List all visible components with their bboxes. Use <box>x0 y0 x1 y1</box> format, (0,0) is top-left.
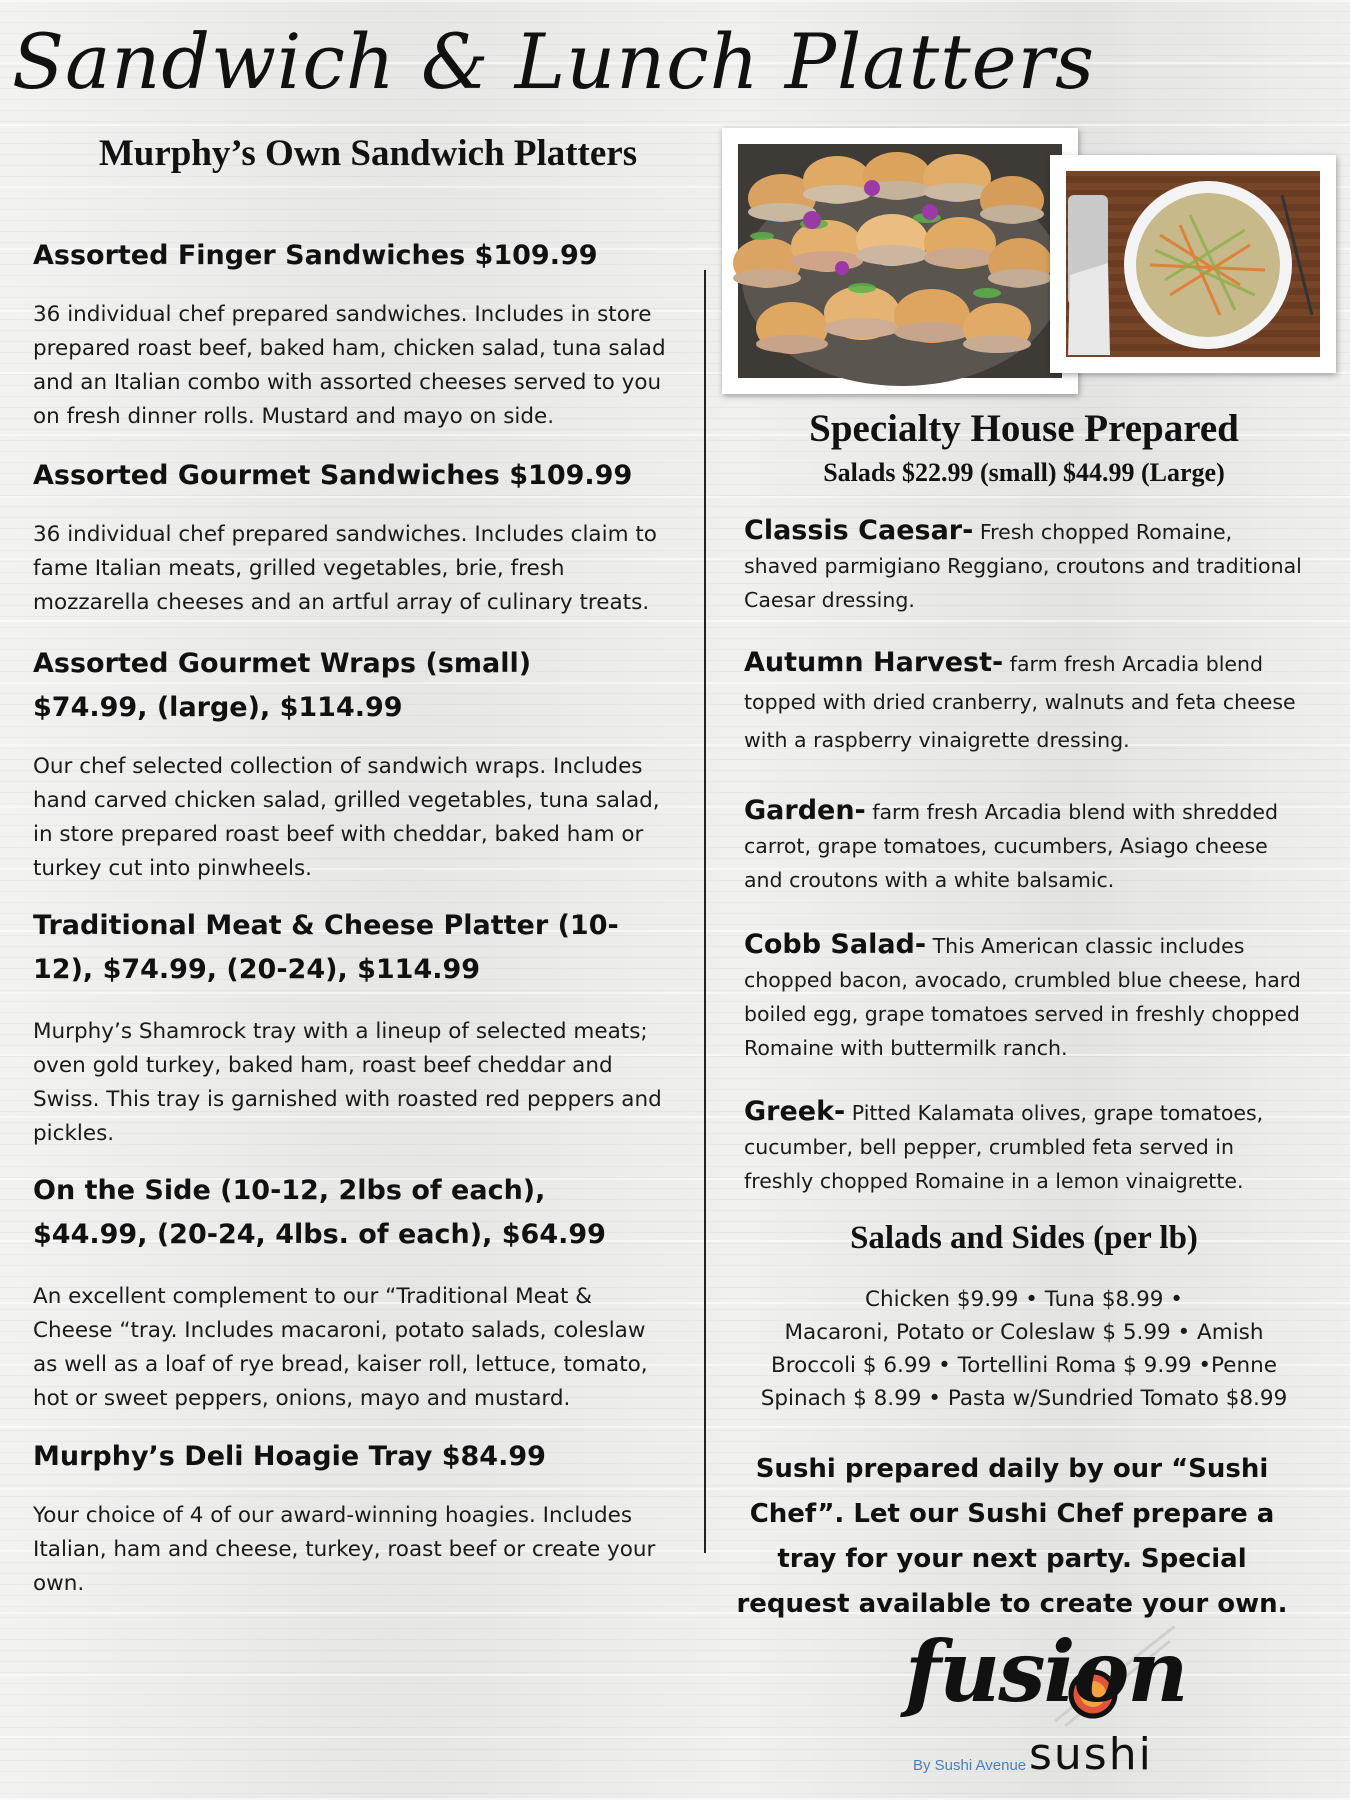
item-desc-finger-sandwiches: 36 individual chef prepared sandwiches. Includes in store prepared roast beef, baked ham, chicken salad, tuna salad and an Italian combo with assorted cheeses served to you on fresh dinner rolls. Mustard and mayo on side. <box>33 302 666 429</box>
salad-name: Greek- <box>744 1096 846 1127</box>
page-title: Sandwich & Lunch Platters <box>12 17 1095 106</box>
item-title-finger-sandwiches: Assorted Finger Sandwiches $109.99 <box>33 240 598 271</box>
salad-name: Garden- <box>744 795 866 826</box>
fusion-sushi-logo <box>905 1622 1187 1791</box>
sushi-note: Sushi prepared daily by our “Sushi Chef”. Let our Sushi Chef prepare a tray for your next party. Special request available to create your own. <box>736 1454 1288 1619</box>
item-desc-gourmet-wraps: Our chef selected collection of sandwich wraps. Includes hand carved chicken salad, grilled vegetables, tuna salad, in store prepared roast beef with cheddar, baked ham or turkey cut into pinwheels. <box>33 754 660 881</box>
item-desc-on-the-side: An excellent complement to our “Traditional Meat & Cheese “tray. Includes macaroni, potato salads, coleslaw as well as a loaf of rye bread, kaiser roll, lettuce, tomato, hot or sweet peppers, onions, mayo and mustard. <box>33 1284 648 1411</box>
salad-name: Classis Caesar- <box>744 515 974 546</box>
sandwich-platter-photo <box>722 128 1078 394</box>
salad-desc: This American classic includes chopped bacon, avocado, crumbled blue cheese, hard boiled egg, grape tomatoes served in freshly chopped Romaine with buttermilk ranch. <box>744 934 1301 1060</box>
salad-desc: Fresh chopped Romaine, shaved parmigiano Reggiano, croutons and traditional Caesar dressing. <box>744 520 1302 612</box>
item-title-gourmet-sandwiches: Assorted Gourmet Sandwiches $109.99 <box>33 460 633 491</box>
salad-name: Autumn Harvest- <box>744 647 1004 678</box>
item-desc-gourmet-sandwiches: 36 individual chef prepared sandwiches. Includes claim to fame Italian meats, grilled vegetables, brie, fresh mozzarella cheeses and an artful array of culinary treats. <box>33 522 657 615</box>
salad-bowl-photo <box>1050 155 1336 373</box>
item-title-on-the-side: On the Side (10-12, 2lbs of each), $44.99, (20-24, 4lbs. of each), $64.99 <box>33 1175 606 1250</box>
item-desc-meat-cheese-platter: Murphy’s Shamrock tray with a lineup of selected meats; oven gold turkey, baked ham, roast beef cheddar and Swiss. This tray is garnished with roasted red peppers and pickles. <box>33 1019 662 1146</box>
sides-line: Spinach $ 8.99 • Pasta w/Sundried Tomato $8.99 <box>760 1386 1288 1411</box>
salad-item-greek <box>744 1095 1309 1198</box>
logo-tagline: By Sushi Avenue <box>913 1757 1027 1774</box>
sandwich-platters-heading: Murphy’s Own Sandwich Platters <box>98 133 638 174</box>
salads-sides-heading: Salads and Sides (per lb) <box>850 1220 1198 1256</box>
column-divider <box>704 270 706 1553</box>
logo-wordmark: fusion <box>905 1622 1187 1721</box>
salad-desc: Pitted Kalamata olives, grape tomatoes, cucumber, bell pepper, crumbled feta served in freshly chopped Romaine in a lemon vinaigrette. <box>744 1101 1264 1193</box>
item-desc-hoagie-tray: Your choice of 4 of our award-winning hoagies. Includes Italian, ham and cheese, turkey, roast beef or create your own. <box>33 1503 656 1596</box>
salad-item-garden <box>744 794 1309 897</box>
sides-line: Macaroni, Potato or Coleslaw $ 5.99 • Amish <box>784 1320 1264 1345</box>
logo-subword: sushi <box>1029 1729 1153 1780</box>
salads-sides-prices <box>744 1283 1304 1415</box>
specialty-salads-heading: Specialty House Prepared <box>809 407 1239 450</box>
sides-line: Broccoli $ 6.99 • Tortellini Roma $ 9.99 •Penne <box>771 1353 1277 1378</box>
specialty-salads-prices: Salads $22.99 (small) $44.99 (Large) <box>823 458 1225 487</box>
sides-line: Chicken $9.99 • Tuna $8.99 • <box>865 1287 1183 1312</box>
salad-desc: farm fresh Arcadia blend with shredded carrot, grape tomatoes, cucumbers, Asiago cheese and croutons with a white balsamic. <box>744 800 1278 892</box>
salad-item-cobb <box>744 928 1309 1065</box>
item-title-meat-cheese-platter: Traditional Meat & Cheese Platter (10-12), $74.99, (20-24), $114.99 <box>33 910 619 985</box>
salad-desc: farm fresh Arcadia blend topped with dried cranberry, walnuts and feta cheese with a raspberry vinaigrette dressing. <box>744 652 1296 752</box>
item-title-gourmet-wraps: Assorted Gourmet Wraps (small) $74.99, (large), $114.99 <box>33 648 532 723</box>
salad-name: Cobb Salad- <box>744 929 927 960</box>
salad-item-caesar <box>744 514 1309 617</box>
salad-item-autumn-harvest <box>744 644 1309 759</box>
item-title-hoagie-tray: Murphy’s Deli Hoagie Tray $84.99 <box>33 1441 546 1472</box>
